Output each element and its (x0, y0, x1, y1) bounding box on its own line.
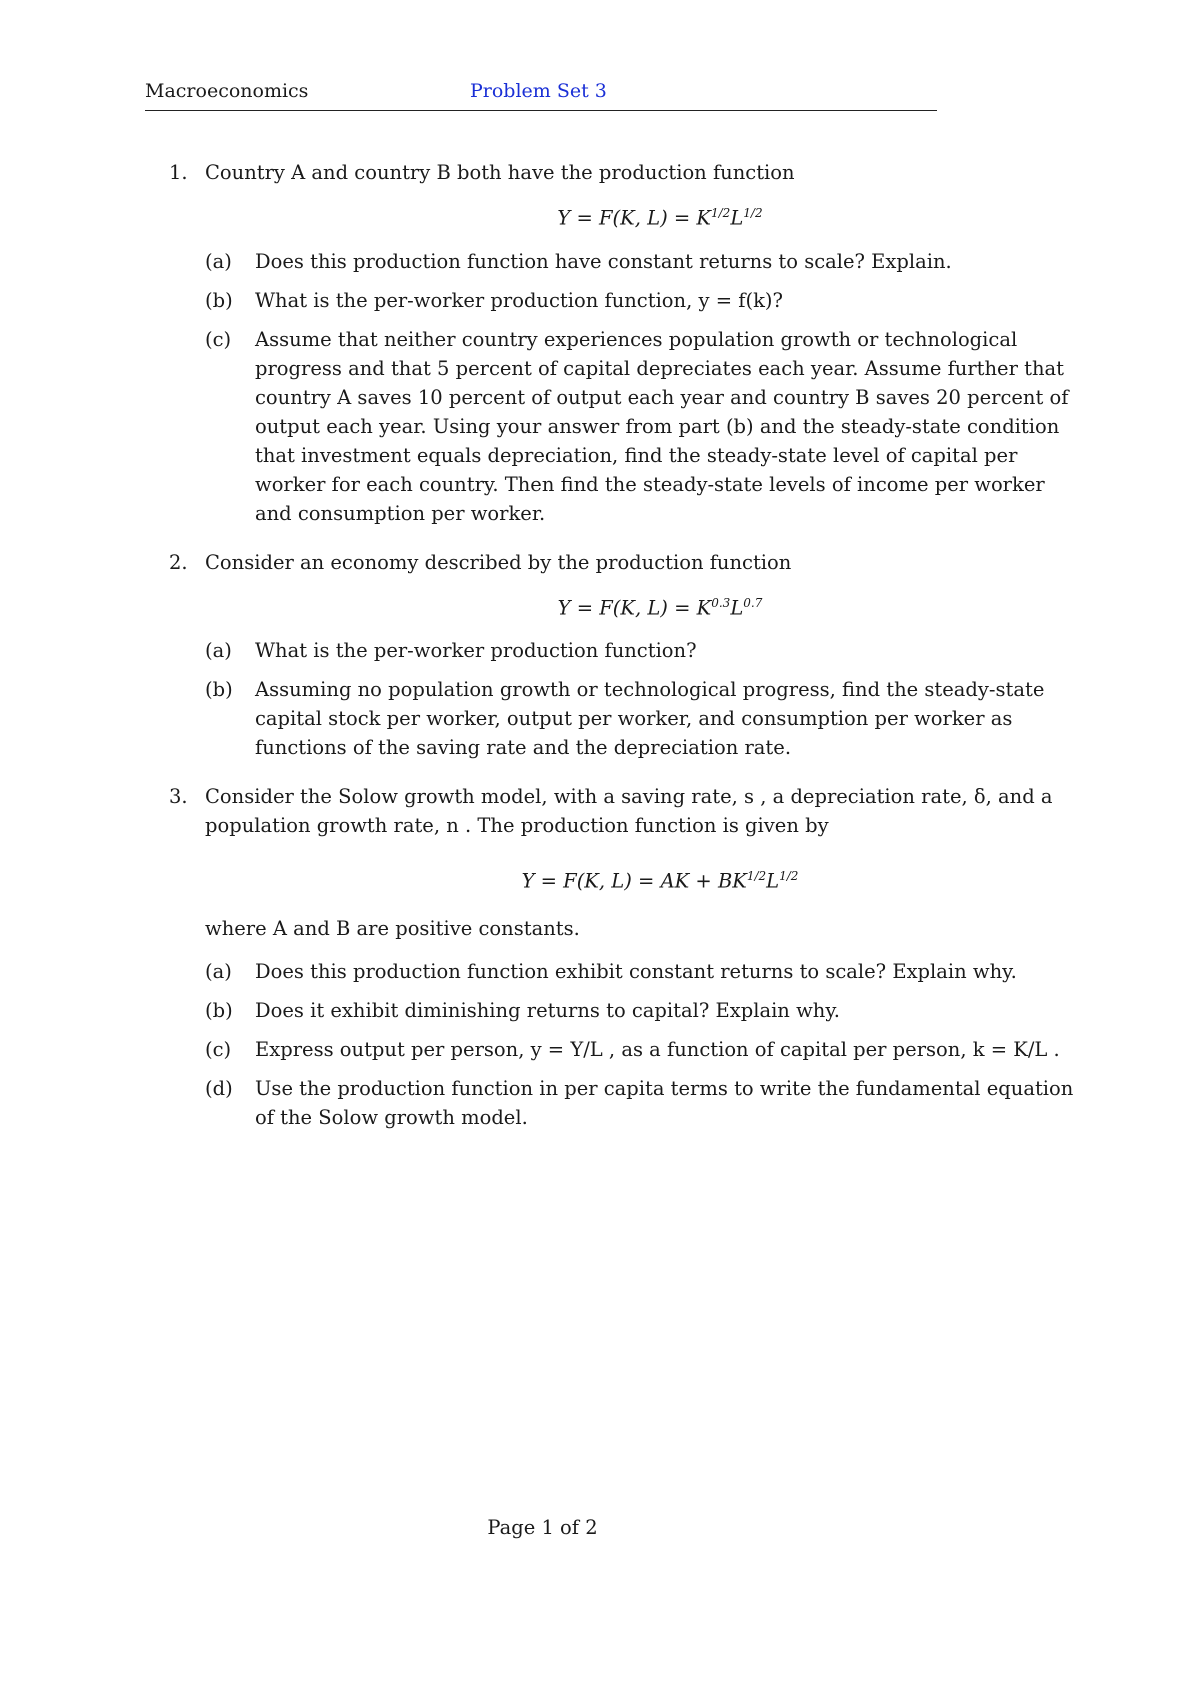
problem-parts (205, 957, 1075, 1132)
equation: Y = F(K, $L) = K^{1/2}L^{1/2}$ (557, 206, 763, 230)
problem-3 (145, 782, 1075, 1132)
list-item (205, 286, 1075, 315)
equation: Y = F(K, L) = AK + $BK^{1/2}L^{1/2}$ (521, 869, 799, 893)
part-text: What is the per-worker production function, y = f(k)? (255, 288, 783, 312)
part-text: Use the production function in per capita terms to write the fundamental equation of the Solow growth model. (255, 1076, 1074, 1129)
problem-intro: Consider the Solow growth model, with a saving rate, s , a depreciation rate, δ, and a population growth rate, n . The production function is given by (205, 785, 1053, 837)
part-label: (a) (205, 959, 232, 983)
page-number: Page 1 of 2 (487, 1516, 598, 1539)
part-text: Assume that neither country experiences population growth or technological progress and that 5 percent of capital depreciates each year. Assume further that country A saves 10 percent of output each year and country B saves 20 percent of output each year. Using your answer from part (b) and the steady-state condition that investment equals depreciation, find the steady-state level of capital per worker for each country. Then find the steady-state levels of income per worker and consumption per worker. (255, 327, 1069, 525)
equation: Y = F(K, $L) = K^{0.3}L^{0.7}$ (557, 595, 763, 619)
problem-intro: Country A and country B both have the production function (205, 161, 795, 184)
list-item (205, 247, 1075, 276)
part-label: (b) (205, 288, 233, 312)
part-text: What is the per-worker production function? (255, 639, 697, 662)
part-label: (d) (205, 1076, 233, 1100)
course-name: Macroeconomics (145, 80, 309, 102)
list-item (205, 957, 1075, 986)
part-label: (b) (205, 998, 233, 1022)
part-label: (a) (205, 249, 232, 273)
problem-list (145, 158, 1075, 1152)
list-item (205, 675, 1075, 762)
problem-intro: Consider an economy described by the production function (205, 550, 792, 574)
list-item (205, 325, 1075, 528)
part-text: Assuming no population growth or technological progress, find the steady-state capital stock per worker, output per worker, and consumption per worker as functions of the saving rate and the depreciation rate. (255, 678, 1045, 759)
page-header (145, 80, 937, 111)
part-text: Express output per person, y = Y/L , as a function of capital per person, k = K/L . (255, 1037, 1060, 1061)
list-item (205, 636, 1075, 665)
part-label: (c) (205, 1037, 232, 1061)
problem-number: 3. (169, 785, 188, 808)
problem-1 (145, 158, 1075, 528)
list-item (205, 996, 1075, 1025)
list-item (205, 1074, 1075, 1132)
problem-parts (205, 247, 1075, 528)
part-text: Does it exhibit diminishing returns to capital? Explain why. (255, 998, 840, 1022)
problem-parts (205, 636, 1075, 762)
problem-number: 1. (169, 161, 188, 184)
part-label: (b) (205, 678, 233, 701)
list-item (205, 1035, 1075, 1064)
part-label: (a) (205, 639, 232, 662)
problem-number: 2. (169, 550, 188, 574)
problem-2 (145, 548, 1075, 763)
part-text: Does this production function exhibit constant returns to scale? Explain why. (255, 959, 1017, 983)
equation-note: where A and B are positive constants. (205, 916, 580, 940)
document-title: Problem Set 3 (470, 80, 607, 102)
part-label: (c) (205, 327, 232, 351)
part-text: Does this production function have constant returns to scale? Explain. (255, 249, 952, 273)
